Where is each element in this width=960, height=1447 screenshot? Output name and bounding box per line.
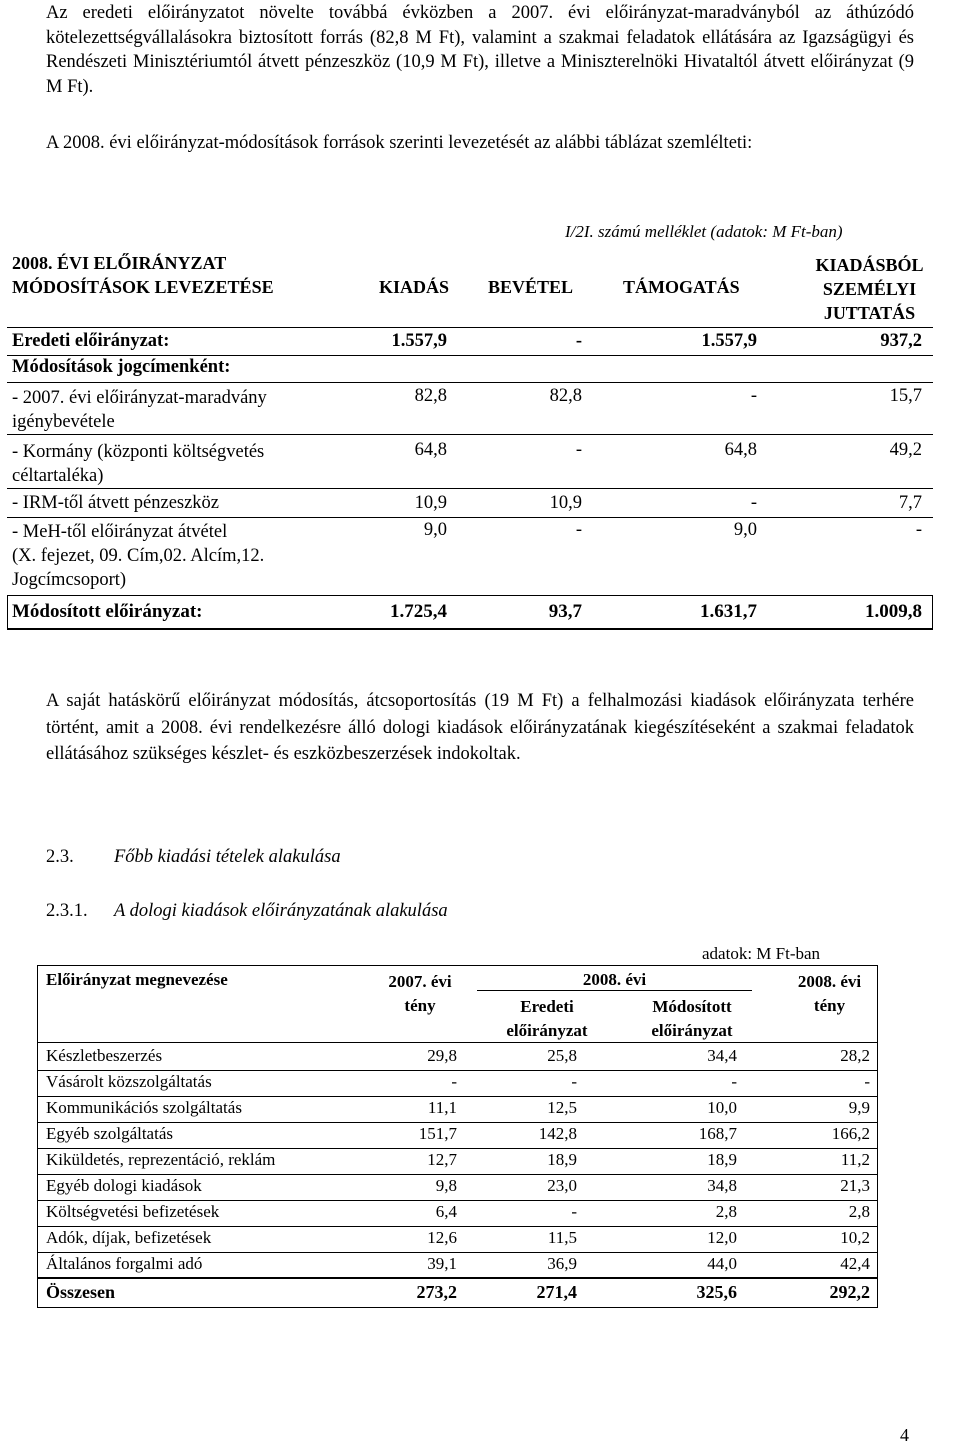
t2-row-name: Kiküldetés, reprezentáció, reklám [46, 1150, 276, 1169]
heading-2-3-1-number: 2.3.1. [46, 901, 88, 921]
t2-row-eredeti: 18,9 [547, 1150, 577, 1169]
table1-caption: I/2I. számú melléklet (adatok: M Ft-ban) [565, 222, 843, 241]
t2-header-2008-group: 2008. évi [582, 970, 647, 989]
row4-szemelyi: - [915, 520, 922, 540]
t2-row-divider [37, 1174, 878, 1175]
t2-row-modositott: 34,4 [707, 1046, 737, 1065]
t2-row-eredeti: 23,0 [547, 1176, 577, 1195]
t2-row-name: Készletbeszerzés [46, 1046, 163, 1065]
t2-row-2007: 12,6 [427, 1228, 457, 1247]
header-szemelyi-line2: SZEMÉLYI [822, 279, 917, 299]
section-label: Módosítások jogcímenként: [12, 357, 231, 377]
t2-row-divider [37, 1200, 878, 1201]
original-kiadas: 1.557,9 [391, 331, 447, 351]
row1-szemelyi: 15,7 [889, 386, 922, 406]
modified-label: Módosított előirányzat: [12, 601, 203, 622]
row3-kiadas: 10,9 [414, 493, 447, 513]
row2-tamogatas: 64,8 [724, 440, 757, 460]
table1-title-line2: MÓDOSÍTÁSOK LEVEZETÉSE [12, 277, 274, 297]
heading-2-3-1 [46, 901, 448, 922]
t2-row-modositott: - [731, 1072, 737, 1091]
row4-tamogatas: 9,0 [733, 520, 757, 540]
t2-header-2008-teny [787, 970, 872, 1018]
row2-label-line2: céltartaléka) [12, 466, 104, 486]
t2-row-divider [37, 1148, 878, 1149]
row1-kiadas: 82,8 [414, 386, 447, 406]
t2-row-eredeti: 36,9 [547, 1254, 577, 1273]
t2-header-2008-teny-line1: 2008. évi [797, 972, 862, 991]
header-bevetel: BEVÉTEL [488, 277, 574, 297]
t2-row-name: Adók, díjak, befizetések [46, 1228, 212, 1247]
modified-kiadas: 1.725,4 [390, 601, 447, 622]
row4-label-line1: - MeH-től előirányzat átvétel [12, 522, 228, 542]
t2-row-modositott: 168,7 [698, 1124, 737, 1143]
t2-header-modositott-line2: előirányzat [651, 1021, 733, 1040]
t2-row-modositott: 2,8 [715, 1202, 737, 1221]
t2-row-name: Egyéb dologi kiadások [46, 1176, 202, 1195]
heading-2-3-title: Főbb kiadási tételek alakulása [114, 847, 341, 867]
row4-kiadas: 9,0 [423, 520, 447, 540]
t2-row-divider [37, 1226, 878, 1227]
t2-row-2007: 12,7 [427, 1150, 457, 1169]
t2-row-modositott: 44,0 [707, 1254, 737, 1273]
t2-row-teny: 28,2 [840, 1046, 870, 1065]
row2-label-line1: - Kormány (központi költségvetés [12, 442, 265, 462]
t2-header-name: Előirányzat megnevezése [46, 970, 228, 989]
t2-header-2007-line1: 2007. évi [388, 972, 452, 991]
modified-bevetel: 93,7 [548, 601, 582, 622]
row1-label-line2: igénybevétele [12, 412, 115, 432]
modified-tamogatas: 1.631,7 [700, 601, 757, 622]
t2-row-teny: 9,9 [848, 1098, 870, 1117]
t2-row-2007: - [451, 1072, 457, 1091]
t2-row-modositott: 18,9 [707, 1150, 737, 1169]
t2-row-name: Költségvetési befizetések [46, 1202, 220, 1221]
t2-header-2007-line2: tény [404, 996, 436, 1015]
row4-label-line3: Jogcímcsoport) [12, 570, 127, 590]
row2-bevetel: - [575, 440, 582, 460]
t2-row-divider [37, 1252, 878, 1253]
intro-paragraph-2: A 2008. évi előirányzat-módosítások források szerinti levezetését az alábbi táblázat szemlélteti: [46, 133, 753, 153]
t2-row-modositott: 10,0 [707, 1098, 737, 1117]
header-szemelyi-line3: JUTTATÁS [823, 303, 916, 323]
header-szemelyi [802, 253, 937, 325]
t2-header-modositott-line1: Módosított [652, 997, 732, 1016]
t2-row-modositott: 34,8 [707, 1176, 737, 1195]
t2-row-name: Általános forgalmi adó [46, 1254, 203, 1273]
t2-row-name: Kommunikációs szolgáltatás [46, 1098, 242, 1117]
t2-row-eredeti: - [571, 1072, 577, 1091]
t2-row-name: Vásárolt közszolgáltatás [46, 1072, 212, 1091]
table2-unit: adatok: M Ft-ban [702, 944, 821, 963]
t2-row-eredeti: 11,5 [547, 1228, 577, 1247]
row2-kiadas: 64,8 [414, 440, 447, 460]
t2-total-teny: 292,2 [829, 1282, 870, 1302]
t2-row-2007: 29,8 [427, 1046, 457, 1065]
t2-row-divider [37, 1122, 878, 1123]
t2-row-teny: 166,2 [831, 1124, 870, 1143]
t2-row-teny: - [864, 1072, 870, 1091]
t2-header-2008-teny-line2: tény [813, 996, 846, 1015]
original-tamogatas: 1.557,9 [701, 331, 757, 351]
row3-bevetel: 10,9 [549, 493, 582, 513]
row3-tamogatas: - [750, 493, 757, 513]
t2-row-2007: 9,8 [435, 1176, 457, 1195]
t2-row-teny: 11,2 [840, 1150, 870, 1169]
t2-row-modositott: 12,0 [707, 1228, 737, 1247]
t2-row-eredeti: 25,8 [547, 1046, 577, 1065]
t2-row-eredeti: - [571, 1202, 577, 1221]
row1-label [12, 386, 267, 434]
t2-header-eredeti-line1: Eredeti [520, 997, 574, 1016]
t2-row-2007: 151,7 [418, 1124, 457, 1143]
header-kiadas: KIADÁS [379, 277, 450, 297]
t2-header-eredeti-line2: előirányzat [506, 1021, 588, 1040]
t2-row-2007: 6,4 [435, 1202, 457, 1221]
heading-2-3-number: 2.3. [46, 847, 74, 867]
t2-row-name: Egyéb szolgáltatás [46, 1124, 173, 1143]
row1-bevetel: 82,8 [549, 386, 582, 406]
t2-row-eredeti: 12,5 [547, 1098, 577, 1117]
table1-title-line1: 2008. ÉVI ELŐIRÁNYZAT [12, 253, 227, 273]
row4-label [12, 520, 264, 592]
t2-row-divider [37, 1096, 878, 1097]
original-bevetel: - [575, 331, 582, 351]
header-tamogatas: TÁMOGATÁS [623, 277, 740, 297]
row1-label-line1: - 2007. évi előirányzat-maradvány [12, 388, 267, 408]
t2-row-eredeti: 142,8 [538, 1124, 577, 1143]
t2-header-eredeti [477, 995, 617, 1043]
row3-label: - IRM-től átvett pénzeszköz [12, 493, 220, 513]
t2-row-teny: 10,2 [840, 1228, 870, 1247]
row4-bevetel: - [575, 520, 582, 540]
row2-szemelyi: 49,2 [889, 440, 922, 460]
row1-tamogatas: - [750, 386, 757, 406]
header-szemelyi-line1: KIADÁSBÓL [815, 255, 924, 275]
t2-total-2007: 273,2 [416, 1282, 457, 1302]
t2-header-2007 [377, 970, 463, 1018]
row3-szemelyi: 7,7 [898, 493, 922, 513]
t2-total-eredeti: 271,4 [536, 1282, 577, 1302]
modified-szemelyi: 1.009,8 [865, 601, 922, 622]
t2-row-2007: 39,1 [427, 1254, 457, 1273]
t2-row-teny: 2,8 [848, 1202, 870, 1221]
t2-row-teny: 42,4 [840, 1254, 870, 1273]
t2-row-divider [37, 1070, 878, 1071]
page-number: 4 [900, 1425, 909, 1445]
t2-total-name: Összesen [46, 1282, 115, 1302]
t2-header-modositott [632, 995, 752, 1043]
row4-label-line2: (X. fejezet, 09. Cím,02. Alcím,12. [12, 546, 265, 566]
heading-2-3-1-title: A dologi kiadások előirányzatának alakulása [114, 901, 448, 921]
paragraph-3: A saját hatáskörű előirányzat módosítás, átcsoportosítás (19 M Ft) a felhalmozási kiadások előirányzata terhére történt, amit a 2008. évi rendelkezésre álló dologi kiadások előirányzatának kiegészítéseként a szakmai feladatok ellátásához szükséges készlet- és eszközbeszerzések indokoltak. [46, 691, 914, 764]
t2-row-teny: 21,3 [840, 1176, 870, 1195]
row2-label [12, 440, 264, 488]
heading-2-3 [46, 847, 341, 868]
original-label: Eredeti előirányzat: [12, 331, 170, 351]
t2-total-modositott: 325,6 [696, 1282, 737, 1302]
intro-paragraph-1: Az eredeti előirányzatot növelte továbbá évközben a 2007. évi előirányzat-maradványból az áthúzódó kötelezettségvállalásokra biztosított forrás (82,8 M Ft), valamint a szakmai feladatok ellátására az Igazságügyi és Rendészeti Minisztériumtól átvett pénzeszköz (10,9 M Ft), illetve a Miniszterelnöki Hivataltól átvett előirányzat (9 M Ft). [46, 3, 914, 97]
t2-row-2007: 11,1 [427, 1098, 457, 1117]
original-szemelyi: 937,2 [880, 331, 922, 351]
